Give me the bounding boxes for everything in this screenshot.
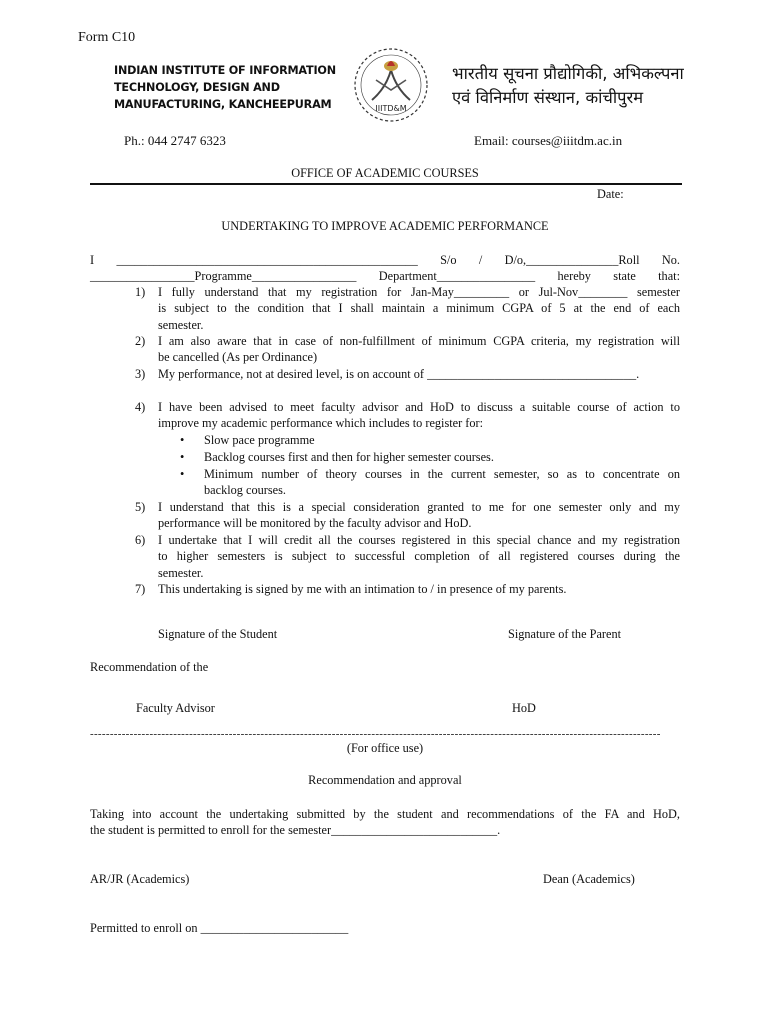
item-text-line: I fully understand that my registration for Jan-May_________ or Jul-Nov________ semester [158,285,680,299]
logo-emblem-icon [346,40,436,130]
item-text-line: to higher semesters is subject to successful completion of all registered courses during the [158,549,680,564]
item-text-line: I have been advised to meet faculty advisor and HoD to discuss a suitable course of action to [158,400,680,414]
item-number: 7) [135,582,146,596]
permitted-to-enroll-line: Permitted to enroll on ________________________ [90,921,349,935]
institute-hi-line-2: एवं विनिर्माण संस्थान, कांचीपुरम [452,88,644,107]
item-number: 2) [135,334,146,348]
bullet-text-line: Minimum number of theory courses in the current semester, so as to concentrate on [204,467,680,481]
institute-en-line-1: INDIAN INSTITUTE OF INFORMATION [114,64,336,77]
bullet-marker: • [180,467,185,481]
institute-hi-line-1: भारतीय सूचना प्रौद्योगिकी, अभिकल्पना [452,64,684,83]
bullet-marker: • [180,433,185,447]
intro-line-1: I _________________________________________________ S/o / D/o,_______________Roll No. [90,253,680,267]
dean-signature-label: Dean (Academics) [543,872,635,886]
date-label: Date: [597,187,624,201]
office-heading: OFFICE OF ACADEMIC COURSES [291,166,479,180]
item-number: 5) [135,500,146,514]
item-text-line: improve my academic performance which includes to register for: [158,416,484,431]
item-text-line: This undertaking is signed by me with an intimation to / in presence of my parents. [158,582,567,596]
intro-line-2: _________________Programme_________________ Department________________ hereby state that: [90,269,680,283]
item-text-line: semester. [158,565,204,580]
email-address: Email: courses@iiitdm.ac.in [474,133,623,148]
item-text-line: performance will be monitored by the faculty advisor and HoD. [158,516,472,531]
faculty-advisor-label: Faculty Advisor [136,701,215,715]
item-number: 3) [135,367,146,381]
institute-logo [346,40,436,130]
parent-signature-label: Signature of the Parent [508,627,622,641]
phone-number: Ph.: 044 2747 6323 [124,133,226,148]
hod-label: HoD [512,701,536,715]
item-text-line: I am also aware that in case of non-fulfillment of minimum CGPA criteria, my registration will [158,334,680,348]
item-text-line: semester. [158,317,204,332]
institute-en-line-2: TECHNOLOGY, DESIGN AND [114,81,280,94]
item-number: 4) [135,400,146,414]
header-divider [90,183,682,185]
item-text-line: I understand that this is a special consideration granted to me for one semester only and my [158,500,680,514]
approval-paragraph-line-2: the student is permitted to enroll for the semester___________________________. [90,823,501,837]
item-text-line: My performance, not at desired level, is on account of __________________________________. [158,367,640,381]
bullet-text-line: Slow pace programme [204,433,315,447]
institute-name-hindi [452,62,684,110]
form-id: Form C10 [78,30,136,45]
bullet-text-line: Backlog courses first and then for higher semester courses. [204,450,494,464]
arjr-signature-label: AR/JR (Academics) [90,872,190,886]
item-text-line: is subject to the condition that I shall maintain a minimum CGPA of 5 at the end of each [158,301,680,316]
bullet-marker: • [180,450,185,464]
bullet-text-line: backlog courses. [204,483,286,498]
recommendation-label: Recommendation of the [90,660,209,674]
item-number: 6) [135,533,146,547]
recommendation-approval-heading: Recommendation and approval [308,773,462,787]
for-office-use-label: (For office use) [346,741,424,755]
document-title: UNDERTAKING TO IMPROVE ACADEMIC PERFORMANCE [221,219,549,233]
office-section-divider: ------------------------------------------------------------------------------------------------------------------------------------------------ [90,728,661,740]
student-signature-label: Signature of the Student [158,627,278,641]
item-text-line: be cancelled (As per Ordinance) [158,350,318,365]
item-text-line: I undertake that I will credit all the courses registered in this special chance and my registration [158,533,680,547]
institute-name-english [114,62,336,113]
institute-en-line-3: MANUFACTURING, KANCHEEPURAM [114,98,332,111]
approval-paragraph-line-1: Taking into account the undertaking submitted by the student and recommendations of the FA and HoD, [90,807,680,821]
item-number: 1) [135,285,146,299]
logo-text: IIITD&M [375,104,407,113]
